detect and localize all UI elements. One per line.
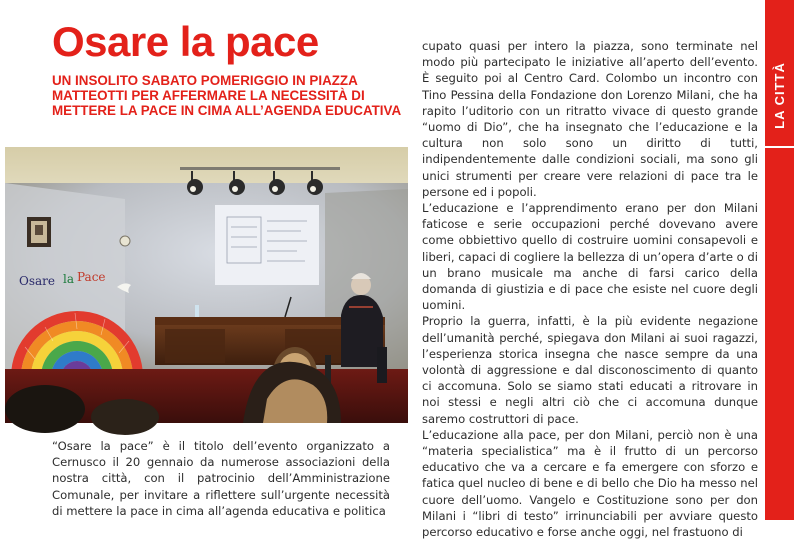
paragraph: Proprio la guerra, infatti, è la più evidente negazione dell’umanità perché, spiegava don Milani ai suoi ragazzi, l’esperienza storica insegna che nasce sempre da una volontà di aggressione e dal disconoscimento di quanto ci accomuna. Solo se siamo stati educati a ritrovare in noi stessi e negli altri ciò che ci accomuna dunque saremo costruttori di pace. <box>422 314 758 426</box>
section-label <box>765 55 794 135</box>
paragraph: cupato quasi per intero la piazza, sono terminate nel modo più partecipato le iniziative all’aperto dell’evento. È seguito poi al Centro Card. Colombo un incontro con Tino Pessina della Fondazione don Lorenzo Milani, che ha rapito l’uditorio con un ritratto vivace di questo grande “uomo di Dio”, che ha insegnato che l’educazione e la cultura non solo sono un diritto di tutti, indipendentemente dalle condizioni sociali, ma sono gli unici strumenti per creare vere relazioni di pace tra le persone ed i popoli. <box>422 39 758 199</box>
article-title: Osare la pace <box>52 18 319 65</box>
section-tab-divider <box>765 146 794 148</box>
article-column-right <box>422 38 758 540</box>
article-subtitle: UN INSOLITO SABATO POMERIGGIO IN PIAZZA MATTEOTTI PER AFFERMARE LA NECESSITÀ DI METTERE LA PACE IN CIMA ALL’AGENDA EDUCATIVA <box>52 73 402 118</box>
article-photo <box>5 147 408 423</box>
article-column-left <box>52 438 390 520</box>
svg-text:Pace: Pace <box>77 270 106 284</box>
svg-text:la: la <box>63 272 74 286</box>
paragraph: “Osare la pace” è il titolo dell’evento organizzato a Cernusco il 20 gennaio da numerose associazioni della nostra città, con il patrocinio dell’Amministrazione Comunale, per invitare a riflettere sull’urgente necessità di mettere la pace in cima all’agenda educativa e politica <box>52 439 390 518</box>
paragraph: L’educazione e l’apprendimento erano per don Milani faticose e serie occupazioni perché dovevano avere come obbiettivo quello di costruire uomini consapevoli e liberi, capaci di cogliere la bellezza di un’opera d’arte o di un brano musicale ma anche di farsi carico della domanda di giustizia e di pace che esiste nel cuore degli uomini. <box>422 201 758 313</box>
paragraph: L’educazione alla pace, per don Milani, perciò non è una “materia specialistica” ma è il frutto di un percorso educativo che va a cercare e fa emergere con sforzo e fatica quel nucleo di bene e di bello che Dio ha messo nel cuore dell’uomo. Vangelo e Costituzione sono per don Milani i “libri di testo” irrinunciabili per avviare questo percorso educativo e forse anche oggi, nel frastuono di <box>422 427 758 540</box>
section-label-text: LA CITTÀ <box>772 61 788 129</box>
svg-text:Osare: Osare <box>19 274 55 288</box>
